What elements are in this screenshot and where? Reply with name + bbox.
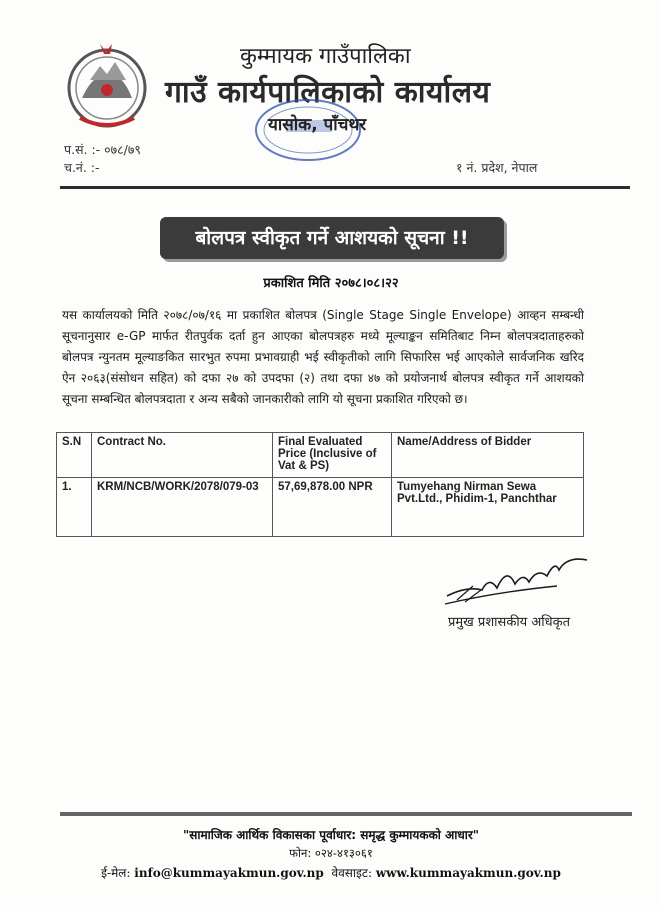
office-name: गाउँ कार्यपालिकाको कार्यालय — [165, 75, 491, 110]
col-contract: Contract No. — [92, 433, 273, 478]
reference-number: प.सं. :- ०७८/७९ — [64, 142, 141, 157]
footer-phone: फोन: ०२४-४१३०६१ — [289, 846, 373, 860]
signature — [437, 546, 597, 616]
footer-slogan: "सामाजिक आर्थिक विकासका पूर्वाधार: समृद्ध कुम्मायकको आधार" — [182, 828, 479, 842]
cell-price: 57,69,878.00 NPR — [273, 478, 392, 537]
col-bidder: Name/Address of Bidder — [392, 433, 584, 478]
cell-bidder: Tumyehang Nirman Sewa Pvt.Ltd., Phidim-1, Panchthar — [392, 478, 584, 537]
footer-divider — [60, 812, 632, 816]
published-date: प्रकाशित मिति २०७८।०८।२२ — [263, 276, 399, 291]
email-label: ई-मेल: — [101, 866, 131, 880]
table-row — [57, 478, 584, 537]
municipality-name: कुम्मायक गाउँपालिका — [240, 44, 411, 69]
website-link[interactable]: www.kummayakmun.gov.np — [375, 866, 561, 880]
col-sn: S.N — [57, 433, 92, 478]
notice-title-banner: बोलपत्र स्वीकृत गर्ने आशयको सूचना !! — [160, 217, 504, 259]
province-label: १ नं. प्रदेश, नेपाल — [456, 160, 538, 175]
header-divider — [60, 186, 630, 189]
dispatch-number: च.नं. :- — [64, 160, 100, 175]
col-price: Final Evaluated Price (Inclusive of Vat & PS) — [273, 433, 392, 478]
footer-contact — [0, 864, 662, 881]
notice-body: यस कार्यालयको मिति २०७८/०७/१६ मा प्रकाशित बोलपत्र (Single Stage Single Envelope) आव्हन सम्बन्धी सूचनानुसार e-GP मार्फत रीतपुर्वक दर्ता हुन आएका बोलपत्रहरु मध्ये मूल्याङ्कन समितिबाट निम्न बोलपत्रदाताहरुको बोलपत्र न्युनतम मूल्याङकित सारभुत रुपमा प्रभावग्राही भई स्वीकृतीको लागि सिफारिस भई आएकोले सार्वजनिक खरिद ऐन २०६३(संसोधन सहित) को दफा २७ को उपदफा (२) तथा दफा ४७ को प्रयोजनार्थ बोलपत्र स्वीकृत गर्ने आशयको सूचना सम्बन्धित बोलपत्रदाता र अन्य सबैको जानकारीको लागि यो सूचना प्रकाशित गरिएको छ। — [62, 308, 584, 406]
nepal-emblem-logo — [60, 40, 154, 130]
email-link[interactable]: info@kummayakmun.gov.np — [134, 866, 324, 880]
office-location: यासोक, पाँचथर — [268, 115, 367, 135]
table-header-row — [57, 433, 584, 478]
bid-table — [56, 432, 584, 537]
website-label: वेवसाइट: — [331, 866, 372, 880]
cell-contract: KRM/NCB/WORK/2078/079-03 — [92, 478, 273, 537]
signatory-title: प्रमुख प्रशासकीय अधिकृत — [448, 615, 571, 630]
cell-sn: 1. — [57, 478, 92, 537]
